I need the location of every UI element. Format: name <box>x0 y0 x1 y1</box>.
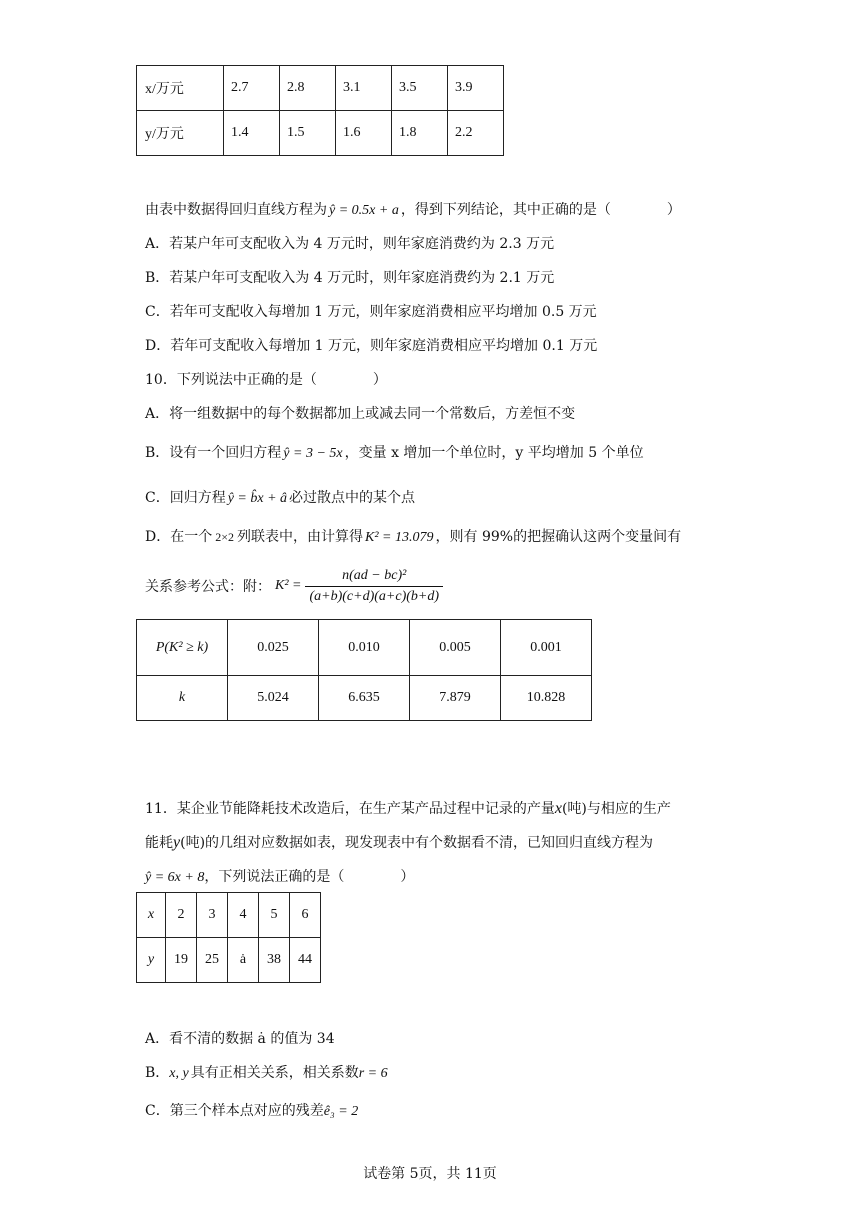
table-cell: 3.9 <box>448 66 504 111</box>
q11-option-c-pre: C．第三个样本点对应的残差 <box>145 1103 324 1119</box>
q11-option-c-equation: ê₃ = 2 <box>323 1104 359 1119</box>
table-cell: ȧ <box>228 938 259 983</box>
table-cell: 1.8 <box>392 111 448 156</box>
table-cell: 44 <box>290 938 321 983</box>
table-cell: 19 <box>166 938 197 983</box>
q11-option-a: A．看不清的数据 ȧ 的值为 34 <box>145 1031 335 1047</box>
table-cell: 4 <box>228 893 259 938</box>
q9-stem-pre: 由表中数据得回归直线方程为 <box>145 202 327 218</box>
q10-option-b-pre: B．设有一个回归方程 <box>145 445 282 461</box>
table-cell: 2.8 <box>280 66 336 111</box>
q11-stem-line-3 <box>145 866 414 886</box>
q10-option-a: A．将一组数据中的每个数据都加上或减去同一个常数后，方差恒不变 <box>145 406 576 422</box>
table-header-cell: 0.001 <box>501 620 592 676</box>
table-cell: 6 <box>290 893 321 938</box>
q10-option-b-equation: ŷ = 3 − 5x <box>283 446 343 461</box>
q11-stem-line-2 <box>145 832 653 852</box>
reference-formula-numerator: n(ad − bc)² <box>305 568 443 587</box>
q11-line2-post: (吨)的几组对应数据如表，现发现表中有个数据看不清，已知回归直线方程为 <box>180 835 654 851</box>
table-cell: 1.6 <box>336 111 392 156</box>
q10-option-c-equation: ŷ = b̂x + â <box>227 491 288 506</box>
row-label: x <box>137 893 166 938</box>
q9-option-a: A．若某户年可支配收入为 4 万元时，则年家庭消费约为 2.3 万元 <box>145 236 555 252</box>
reference-formula-fraction <box>305 568 443 605</box>
q11-line2-pre: 能耗 <box>145 835 173 851</box>
table-cell: 1.4 <box>224 111 280 156</box>
q11-option-b-vars: x, y <box>169 1066 189 1081</box>
table-header-cell: 0.010 <box>319 620 410 676</box>
table-cell: 3 <box>197 893 228 938</box>
table-cell: 2.2 <box>448 111 504 156</box>
table-header-cell: P(K² ≥ k) <box>137 620 228 676</box>
reference-formula-denominator: (a+b)(c+d)(a+c)(b+d) <box>309 588 439 604</box>
q11-equation: ŷ = 6x + 8 <box>145 870 205 885</box>
q10-stem: 10．下列说法中正确的是（ ） <box>145 372 387 388</box>
table-row <box>137 676 592 721</box>
table-row <box>137 66 504 111</box>
q10-option-d-post: ，则有 99%的把握确认这两个变量间有 <box>435 529 682 545</box>
table-cell: 5.024 <box>228 676 319 721</box>
table-cell: 3.5 <box>392 66 448 111</box>
row-label: y <box>137 938 166 983</box>
q11-line3-post: ，下列说法正确的是（ ） <box>204 869 415 885</box>
income-consumption-table <box>136 65 504 156</box>
q11-option-c <box>145 1100 358 1120</box>
q10-option-d-pre: D．在一个 <box>145 529 213 545</box>
q10-option-d-equation: K² = 13.079 <box>365 530 434 545</box>
row-label: x/万元 <box>137 66 224 111</box>
table-cell: 7.879 <box>410 676 501 721</box>
table-cell: 2 <box>166 893 197 938</box>
reference-formula-label: 关系参考公式：附： <box>145 579 271 595</box>
table-cell: 6.635 <box>319 676 410 721</box>
q10-option-c <box>145 487 415 507</box>
table-header-cell: 0.005 <box>410 620 501 676</box>
q10-option-b-post: ，变量 x 增加一个单位时，y 平均增加 5 个单位 <box>344 445 644 461</box>
q11-option-b-equation: r = 6 <box>358 1066 388 1081</box>
table-cell: k <box>137 676 228 721</box>
q9-option-d: D．若年可支配收入每增加 1 万元，则年家庭消费相应平均增加 0.1 万元 <box>145 338 598 354</box>
q11-line1-pre: 11．某企业节能降耗技术改造后，在生产某产品过程中记录的产量 <box>145 801 555 817</box>
q10-option-d-table-size: 2×2 <box>215 530 235 544</box>
critical-value-table <box>136 619 592 721</box>
row-label: y/万元 <box>137 111 224 156</box>
table-cell: 2.7 <box>224 66 280 111</box>
q11-option-b-post: 具有正相关关系，相关系数 <box>190 1065 359 1081</box>
q10-reference-formula <box>145 563 443 609</box>
q9-stem-post: ，得到下列结论，其中正确的是（ ） <box>400 202 681 218</box>
table-header-cell: 0.025 <box>228 620 319 676</box>
table-row <box>137 893 321 938</box>
table-cell: 1.5 <box>280 111 336 156</box>
page-footer: 试卷第 5页，共 11页 <box>363 1166 497 1182</box>
q11-line1-variable: x <box>554 800 562 817</box>
reference-formula-lhs: K² = <box>275 578 302 593</box>
q11-line1-post: (吨)与相应的生产 <box>561 801 671 817</box>
table-cell: 5 <box>259 893 290 938</box>
q10-option-d <box>145 526 681 546</box>
q9-equation: ŷ = 0.5x + a <box>329 203 399 218</box>
table-row <box>137 938 321 983</box>
production-energy-table <box>136 892 321 983</box>
q10-option-b <box>145 442 644 462</box>
table-cell: 25 <box>197 938 228 983</box>
q9-option-b: B．若某户年可支配收入为 4 万元时，则年家庭消费约为 2.1 万元 <box>145 270 555 286</box>
table-row <box>137 111 504 156</box>
table-row <box>137 620 592 676</box>
table-cell: 38 <box>259 938 290 983</box>
q11-line2-variable: y <box>173 834 181 851</box>
q10-option-c-post: 必过散点中的某个点 <box>289 490 416 506</box>
table-cell: 3.1 <box>336 66 392 111</box>
table-cell: 10.828 <box>501 676 592 721</box>
q9-stem <box>145 199 681 219</box>
q11-stem-line-1 <box>145 798 671 818</box>
q10-option-d-mid: 列联表中，由计算得 <box>237 529 364 545</box>
q9-option-c: C．若年可支配收入每增加 1 万元，则年家庭消费相应平均增加 0.5 万元 <box>145 304 597 320</box>
q10-option-c-pre: C．回归方程 <box>145 490 226 506</box>
q11-option-b <box>145 1062 388 1082</box>
q11-option-b-pre: B． <box>145 1065 170 1081</box>
